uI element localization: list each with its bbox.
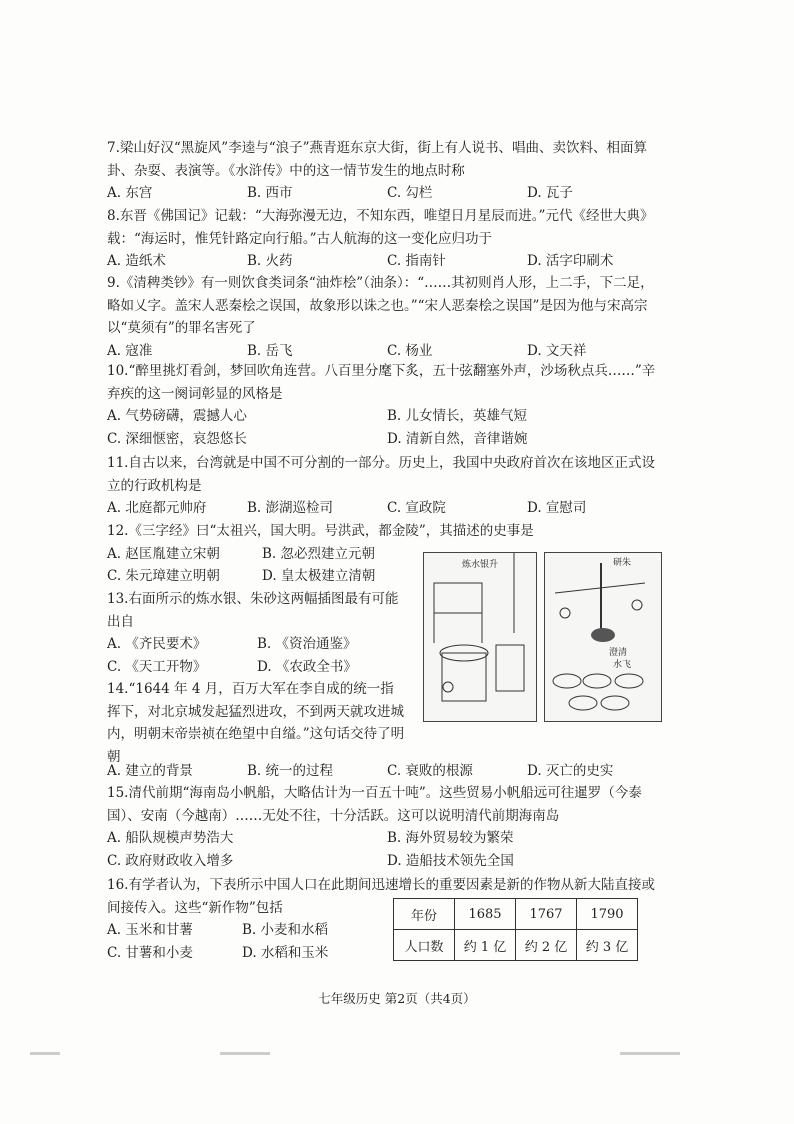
- option-b[interactable]: B. 《资治通鉴》: [257, 636, 357, 652]
- question-9-options: [107, 340, 667, 363]
- question-14-options-row: [107, 760, 667, 783]
- question-15-options: [107, 827, 667, 872]
- option-a[interactable]: A. 赵匡胤建立宋朝: [107, 545, 220, 562]
- option-d[interactable]: D. 皇太极建立清朝: [262, 568, 376, 584]
- question-13-text: 13.右面所示的炼水银、朱砂这两幅插图最有可能出自: [107, 591, 399, 630]
- question-15-text: 15.清代前期“海南岛小帆船，大略估计为一百五十吨”。这些贸易小帆船远可往暹罗（今泰国）、安南（今越南）……无处不往，十分活跃。这可以说明清代前期海南岛: [107, 785, 642, 824]
- option-a[interactable]: A. 船队规模声势浩大: [107, 830, 234, 846]
- option-d[interactable]: D. 清新自然，音律谐婉: [387, 430, 528, 447]
- option-c[interactable]: C. 杨业: [387, 342, 433, 359]
- option-c[interactable]: C. 甘薯和小麦: [107, 944, 193, 961]
- question-10: [107, 360, 667, 450]
- option-a[interactable]: A. 气势磅礴，震撼人心: [107, 408, 247, 424]
- question-14: [107, 678, 407, 768]
- table-cell: 约 1 亿: [455, 930, 516, 961]
- table-cell: 约 2 亿: [516, 930, 577, 961]
- option-d[interactable]: D. 活字印刷术: [527, 253, 614, 269]
- option-b[interactable]: B. 忽必烈建立元朝: [262, 545, 376, 562]
- question-16-options: [107, 919, 377, 964]
- option-d[interactable]: D. 《农政全书》: [257, 658, 357, 675]
- option-b[interactable]: B. 儿女情长，英雄气短: [387, 408, 528, 424]
- option-d[interactable]: D. 造船技术领先全国: [387, 852, 514, 869]
- mercury-refining-illustration: [424, 553, 536, 721]
- question-8-options: [107, 250, 667, 273]
- table-cell: 1685: [455, 899, 516, 930]
- question-11-options: [107, 497, 667, 520]
- option-c[interactable]: C. 朱元璋建立明朝: [107, 568, 220, 584]
- question-10-options: [107, 405, 667, 450]
- table-row: [394, 930, 638, 961]
- table-row: [394, 899, 638, 930]
- scan-noise: [220, 1052, 270, 1055]
- question-12-text: 12.《三字经》曰“太祖兴，国大明。号洪武，都金陵”，其描述的史事是: [107, 523, 534, 539]
- population-table: [393, 898, 638, 961]
- cinnabar-figure: [544, 552, 662, 722]
- question-8-text: 8.东晋《佛国记》记载：“大海弥漫无边，不知东西，唯望日月星辰而进。”元代《经世大典》载：“海运时，惟凭针路定向行船。”古人航海的这一变化应归功于: [107, 208, 654, 247]
- page-footer: 七年级历史 第2页（共4页）: [318, 991, 476, 1006]
- table-cell: 年份: [394, 899, 455, 930]
- option-b[interactable]: B. 统一的过程: [247, 763, 334, 779]
- option-c[interactable]: C. 衰败的根源: [387, 763, 473, 779]
- question-11-text: 11.自古以来，台湾就是中国不可分割的一部分。历史上，我国中央政府首次在该地区正式设立的行政机构是: [107, 455, 655, 494]
- table-cell: 1767: [516, 899, 577, 930]
- option-d[interactable]: D. 宣慰司: [527, 500, 587, 516]
- question-13-options: [107, 633, 407, 678]
- figure-caption-mid: 澄清: [609, 648, 628, 658]
- scan-noise: [30, 1052, 60, 1055]
- figure-caption: 炼水银升: [462, 560, 499, 570]
- scan-noise: [620, 1052, 680, 1055]
- question-14-options: [107, 760, 667, 783]
- cinnabar-illustration: [545, 553, 661, 721]
- question-7-options: [107, 182, 667, 205]
- question-15: [107, 782, 667, 872]
- figure-caption-low: 水飞: [613, 660, 632, 670]
- option-c[interactable]: C. 勾栏: [387, 185, 433, 201]
- question-13: [107, 588, 407, 678]
- option-b[interactable]: B. 岳飞: [247, 342, 293, 359]
- option-a[interactable]: A. 北庭都元帅府: [107, 500, 207, 516]
- option-a[interactable]: A. 寇准: [107, 342, 153, 359]
- option-c[interactable]: C. 《天工开物》: [107, 658, 207, 675]
- option-b[interactable]: B. 澎湖巡检司: [247, 500, 334, 516]
- question-10-text: 10.“醉里挑灯看剑，梦回吹角连营。八百里分麾下炙，五十弦翻塞外声，沙场秋点兵……”辛弃疾的这一阕词彰显的风格是: [107, 363, 656, 402]
- option-d[interactable]: D. 瓦子: [527, 185, 573, 201]
- question-11: [107, 452, 667, 520]
- option-c[interactable]: C. 政府财政收入增多: [107, 852, 234, 869]
- option-a[interactable]: A. 《齐民要术》: [107, 636, 207, 652]
- question-9-text: 9.《清稗类钞》有一则饮食类词条“油炸桧”（油条）：“……其初则肖人形，上二手，下二足，略如乂字。盖宋人恶秦桧之误国，故象形以诛之也。”“宋人恶秦桧之误国”是因为他与宋高宗以“莫须有”的罪名害死了: [107, 275, 654, 336]
- question-8: [107, 205, 667, 273]
- option-a[interactable]: A. 玉米和甘薯: [107, 922, 193, 938]
- question-9: [107, 272, 667, 362]
- question-16-text: 16.有学者认为，下表所示中国人口在此期间迅速增长的重要因素是新的作物从新大陆直接或间接传入。这些“新作物”包括: [107, 877, 655, 916]
- option-a[interactable]: A. 造纸术: [107, 253, 166, 269]
- mercury-refining-figure: [423, 552, 537, 722]
- table-cell: 1790: [577, 899, 638, 930]
- option-a[interactable]: A. 东宫: [107, 185, 153, 201]
- figure-caption-top: 研朱: [613, 558, 632, 568]
- table-cell: 约 3 亿: [577, 930, 638, 961]
- question-12-options: [107, 543, 417, 588]
- question-14-text: 14.“1644 年 4 月，百万大军在李自成的统一指挥下，对北京城发起猛烈进攻，不到两天就攻进城内，明朝末帝崇祯在绝望中自缢。”这句话交待了明朝: [107, 681, 405, 765]
- option-b[interactable]: B. 海外贸易较为繁荣: [387, 830, 514, 846]
- option-a[interactable]: A. 建立的背景: [107, 763, 193, 779]
- option-d[interactable]: D. 灭亡的史实: [527, 763, 614, 779]
- option-c[interactable]: C. 指南针: [387, 253, 446, 269]
- option-c[interactable]: C. 宣政院: [387, 500, 446, 516]
- question-7-text: 7.梁山好汉“黑旋风”李逵与“浪子”燕青逛东京大街，街上有人说书、唱曲、卖饮料、相面算卦、杂耍、表演等。《水浒传》中的这一情节发生的地点时称: [107, 140, 647, 179]
- question-7: [107, 137, 667, 205]
- table-cell: 人口数: [394, 930, 455, 961]
- option-b[interactable]: B. 西市: [247, 185, 293, 201]
- option-b[interactable]: B. 火药: [247, 253, 293, 269]
- option-b[interactable]: B. 小麦和水稻: [242, 922, 329, 938]
- option-d[interactable]: D. 文天祥: [527, 342, 587, 359]
- option-d[interactable]: D. 水稻和玉米: [242, 944, 329, 961]
- option-c[interactable]: C. 深细惬密，哀怨悠长: [107, 430, 247, 447]
